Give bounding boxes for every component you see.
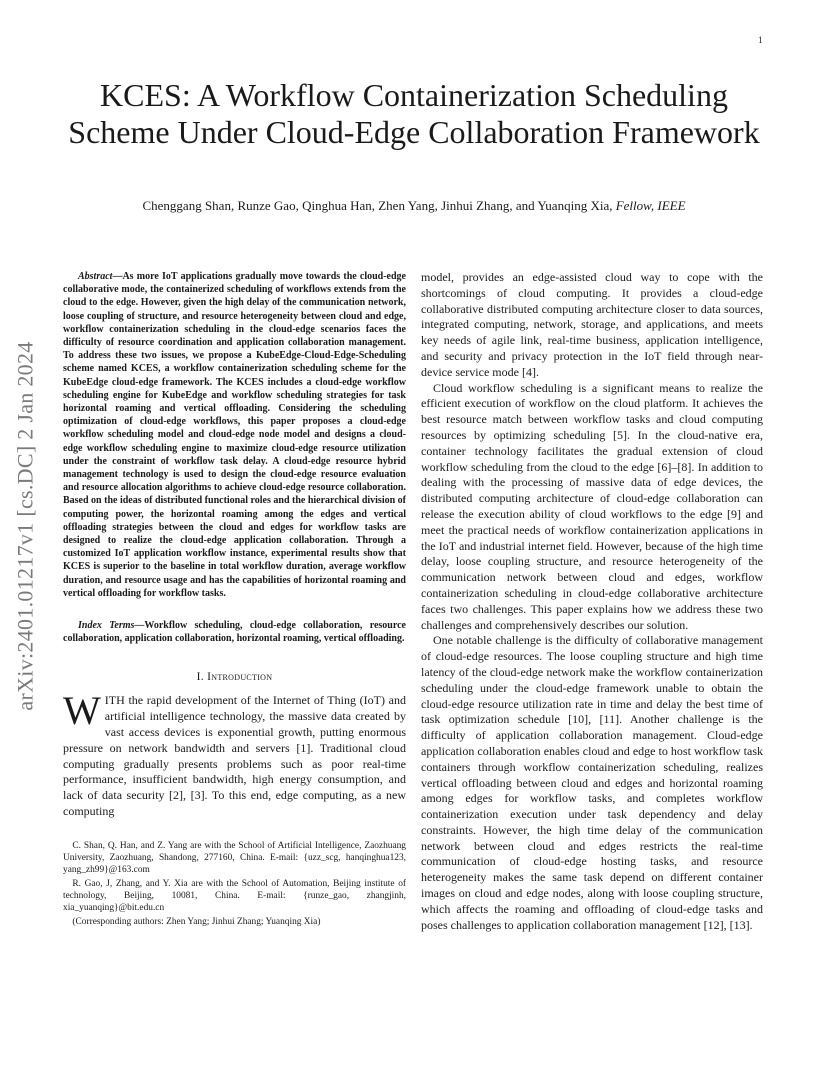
page-number: 1 [758,35,763,45]
index-terms-label: Index Terms [78,620,135,632]
body-paragraph: model, provides an edge-assisted cloud way to cope with the shortcomings of cloud computing. It provides a cloud-edge collaborative distributed computing architecture closer to data sources, integrated computing, network, storage, and applications, and meets key needs of agile link, real-time business, application intelligence, and security and privacy protection in the IoT field through near-device service mode [4]. [421,270,763,379]
index-terms [63,619,406,645]
author-fellow: Fellow, IEEE [615,198,686,213]
right-column [421,270,763,933]
author-names: Chenggang Shan, Runze Gao, Qinghua Han, Zhen Yang, Jinhui Zhang, and Yuanqing Xia, [142,198,613,213]
arxiv-stamp [6,296,46,756]
intro-dropcap: W [63,688,101,734]
author-list [60,198,768,214]
abstract [63,270,406,600]
body-paragraph: Cloud workflow scheduling is a significant means to realize the efficient execution of workflow on the cloud platform. It achieves the best resource match between workflow tasks and cloud computing resources by optimizing scheduling [5]. In the cloud-native era, container technology facilitates the gradual extension of cloud workflow scheduling from the cloud to the edge [6]–[8]. In addition to dealing with the processing of massive data of edge devices, the distributed computing architecture of cloud-edge collaboration can release the execution ability of cloud workflows to the edge [9] and meet the practical needs of workflow containerization applications in the IoT and industrial internet field. However, because of the high time delay, loose coupling structure, and resource heterogeneity of the communication network between cloud and edges, workflow containerization scheduling in cloud-edge collaborative architecture faces two challenges. This paper explains how we address these two challenges and comprehensively describes our solution. [421,380,763,632]
abstract-label: Abstract [78,271,113,282]
section-heading-introduction: I. Introduction [196,671,273,684]
footnote-corresponding-authors: (Corresponding authors: Zhen Yang; Jinhui Zhang; Yuanqing Xia) [72,916,321,927]
affiliation-footnotes [63,840,406,928]
body-paragraph: One notable challenge is the difficulty of collaborative management of cloud-edge resources. The loose coupling structure and high time latency of the cloud-edge network make the workflow containerization scheduling under the cloud-edge framework unable to obtain the cloud-edge resource utilization rate in time and delay the best time of task optimization schedule [10], [11]. Another challenge is the difficulty of application collaboration management. Cloud-edge application collaboration enables cloud and edge to host workflow task containers through workflow containerization scheduling, realizes vertical offloading between cloud and edges and horizontal roaming among edges for workflow tasks, and completes workflow containerization execution under task dependency and delay constraints. However, the high time delay of the communication network between cloud and edges restricts the real-time communication of cloud-edge hosting tasks, and resource heterogeneity makes the same task depend on different container images on cloud and edge nodes, along with loose coupling structure, which affects the roaming and offloading of cloud-edge tasks and poses challenges to application collaboration management [12], [13]. [421,633,763,932]
footnote-affiliation-1: C. Shan, Q. Han, and Z. Yang are with the School of Artificial Intelligence, Zaozhuang University, Zaozhuang, Shandong, 277160, China. E-mail: {uzz_scg, hanqinghua123, yang_zh99}@163.com [63,840,406,875]
footnote-affiliation-2: R. Gao, J, Zhang, and Y. Xia are with the School of Automation, Beijing institute of technology, Beijing, 10081, China. E-mail: {runze_gao, zhangjinh, xia_yuanqing}@bit.edu.cn [63,878,406,913]
paper-title: KCES: A Workflow Containerization Scheduling Scheme Under Cloud-Edge Collaboration Framework [68,77,760,150]
index-terms-text: —Workflow scheduling, cloud-edge collaboration, resource collaboration, application collaboration, horizontal roaming, vertical offloading. [63,620,406,645]
intro-paragraph [63,688,406,819]
left-column [63,270,406,930]
intro-paragraph-text: ITH the rapid development of the Internet of Thing (IoT) and artificial intelligence technology, the massive data created by vast access devices is exponential growth, putting enormous pressure on network bandwidth and servers [1]. Traditional cloud computing gradually presents problems such as poor real-time performance, insufficient bandwidth, high energy consumption, and lack of data security [2], [3]. To this end, edge computing, as a new computing [63,693,406,819]
arxiv-stamp-text: arXiv:2401.01217v1 [cs.DC] 2 Jan 2024 [13,341,39,711]
abstract-text: —As more IoT applications gradually move towards the cloud-edge collaborative mode, the containerized scheduling of workflows extends from the cloud to the edge. However, given the high delay of the communication network, loose coupling of structure, and resource heterogeneity between cloud and edge, workflow containerization scheduling in the cloud-edge scenarios faces the difficulty of resource coordination and application collaboration management. To address these two issues, we propose a KubeEdge-Cloud-Edge-Scheduling scheme named KCES, a workflow containerization scheduling scheme for the KubeEdge cloud-edge framework. The KCES includes a cloud-edge workflow scheduling engine for KubeEdge and workflow scheduling strategies for task horizontal roaming and vertical offloading. Considering the scheduling optimization of cloud-edge workflows, this paper proposes a cloud-edge workflow scheduling model and cloud-edge node model and designs a cloud-edge workflow scheduling engine to maximize cloud-edge resource utilization under the constraint of workflow task delay. A cloud-edge resource hybrid management technology is used to design the cloud-edge resource evaluation and resource allocation algorithms to achieve cloud-edge resource collaboration. Based on the ideas of distributed functional roles and the hierarchical division of computing power, the horizontal roaming among the edges and vertical offloading strategies between the cloud and edges for workflow tasks are designed to realize the cloud-edge application collaboration. Through a customized IoT application workflow instance, experimental results show that KCES is superior to the baseline in total workflow duration, average workflow duration, and resource usage and has the capabilities of horizontal roaming and vertical offloading for workflow tasks. [63,271,406,599]
